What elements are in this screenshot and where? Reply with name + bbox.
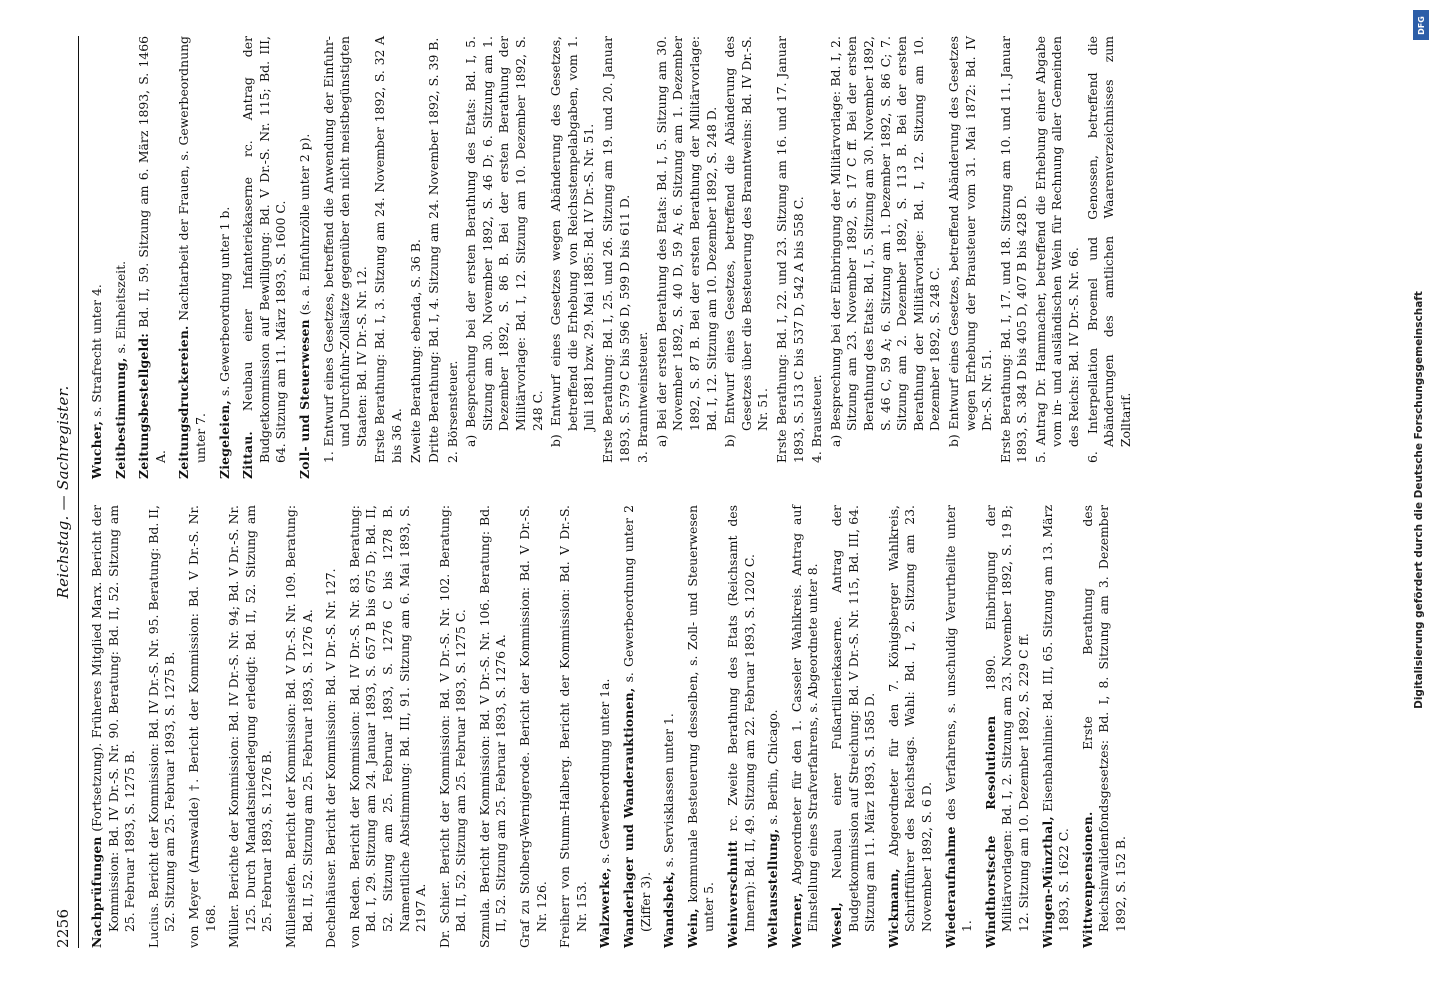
entry-text: Erste Berathung des Reichsinvalidenfondsgesetzes: Bd. I, 8. Sitzung am 3. Dezember 1892, S. 152 B. (1079, 505, 1128, 932)
entry-text: Neubau einer Fußartilleriekaserne. Antrag der Budgetkommission auf Streichung: Bd. V Dr.-S. Nr. 115, Bd. III, 64. Sitzung am 11. März 1893, S. 1585 D. (828, 505, 878, 932)
entry-heading: Wingen-Münzthal, (1039, 816, 1055, 948)
entry-text: s. Strafrecht unter 4. (89, 284, 104, 421)
entry-text: 3. Branntweinsteuer. (635, 331, 651, 463)
index-subentry (372, 36, 405, 479)
index-entry (323, 505, 340, 948)
entry-text: Müllensiefen. Bericht der Kommission: Bd. V Dr.-S. Nr. 109. Beratung: Bd. II, 52. Sitzung am 25. Februar 1893, S. 1276 A. (282, 505, 315, 948)
index-entry (685, 505, 718, 948)
entry-text: kommunale Besteuerung desselben, s. Zoll- und Steuerwesen unter 5. (684, 505, 717, 932)
index-subentry (1085, 36, 1135, 463)
index-entry (240, 36, 290, 479)
entry-text: Dr. Schier. Bericht der Kommission: Bd. V Dr.-S. Nr. 102. Beratung: Bd. II, 52. Sitzung am 25. Februar 1893, S. 1275 C. (436, 505, 469, 948)
entry-heading: Nachprüfungen (89, 836, 104, 948)
index-entry (661, 505, 678, 948)
entry-heading: Wittwenpensionen. (1079, 811, 1095, 948)
entry-text: Abgeordneter für den 1. Casseler Wahlkreis. Antrag auf Einstellung eines Strafverfahrens, s. Abgeordnete unter 8. (788, 505, 821, 932)
index-entry (597, 505, 614, 948)
index-entry (437, 505, 470, 948)
entry-text: Erste Berathung: Bd. I, 22. und 23. Sitzung am 16. und 17. Januar 1893, S. 513 C bis 537 D, 542 A bis 558 C. (773, 36, 806, 463)
index-entry (297, 36, 314, 479)
entry-text: 1890. Einbringung der Militärvorlagen: Bd. I, 2. Sitzung am 23. November 1892, S. 19 B; 12. Sitzung am 10. Dezember 1892, S. 229 C ff. (982, 505, 1031, 932)
index-entry (725, 505, 758, 948)
entry-text: Müller. Berichte der Kommission: Bd. IV Dr.-S. Nr. 94; Bd. V Dr.-S. Nr. 125. Durch Mandatsniederlegung erledigt: Bd. II, 52. Sitzung am 25. Februar 1893, S. 1276 B. (226, 505, 275, 948)
entry-text: b) Entwurf eines Gesetzes wegen Abänderung des Gesetzes, betreffend die Erhebung von Reichsstempelabgaben, vom 1. Juli 1881 bzw. 29. Mai 1885: Bd. IV Dr.-S. Nr. 51. (548, 36, 597, 447)
entry-text: Neubau einer Infanteriekaserne rc. Antrag der Budgetkommission auf Bewilligung: Bd. V Dr.-S. Nr. 115; Bd. III, 64. Sitzung am 11. März 1893, S. 1600 C. (240, 36, 289, 463)
index-entry (983, 505, 1033, 948)
index-subentry (722, 36, 772, 447)
index-subentry (635, 36, 652, 463)
entry-text: a) Besprechung bei der ersten Berathung des Etats: Bd. I, 5. Sitzung am 30. November 1892, S. 46 D; 6. Sitzung am 1. Dezember 1892, S. 86 B. Bei der ersten Berathung der Militärvorlage: Bd. I, 12. Sitzung am 10. Dezember 1892, S. 248 C. (463, 36, 545, 447)
left-column (89, 505, 1136, 948)
entry-text: Dritte Berathung: Bd. I, 4. Sitzung am 24. November 1892, S. 39 B. (426, 37, 442, 463)
index-entry (113, 36, 130, 479)
entry-text: des Verfahrens, s. unschuldig Verurtheilte unter 1. (942, 505, 975, 932)
entry-text: s. Servisklassen unter 1. (661, 713, 677, 872)
entry-heading: Werner, (788, 892, 804, 948)
entry-text: 4. Brausteuer. (809, 374, 825, 463)
index-entry (477, 505, 510, 948)
index-subentry (998, 36, 1031, 479)
index-subentry (1033, 36, 1083, 463)
entry-text: b) Entwurf eines Gesetzes, betreffend die Abänderung des Gesetzes über die Besteuerung des Branntweins: Bd. IV Dr.-S. Nr. 51. (722, 36, 771, 447)
entry-heading: Zittau. (240, 431, 256, 479)
entry-text: Zweite Berathung: ebenda, S. 36 B. (407, 239, 423, 463)
index-entry (765, 505, 782, 948)
entry-text: Erste Berathung: Bd. I, 17. und 18. Sitzung am 10. und 11. Januar 1893, S. 384 D bis 405 D, 407 B bis 428 D. (997, 36, 1030, 463)
index-entry (557, 505, 590, 948)
index-entry (89, 505, 139, 948)
entry-text: (s. a. Einfuhrzölle unter 2 p). (296, 133, 312, 320)
entry-heading: Zeitbestimmung, (112, 357, 128, 479)
index-subentry (408, 36, 425, 479)
entry-text: s. Gewerbeordnung unter 1 b. (216, 206, 232, 401)
page-number: 2256 (54, 908, 72, 948)
entry-heading: Windthorstsche Resolutionen (982, 715, 998, 948)
index-subentry (321, 36, 371, 463)
entry-heading: Wandsbek, (661, 871, 677, 948)
index-subentry (774, 36, 807, 479)
running-head (48, 36, 79, 948)
entry-text: Nachtarbeit der Frauen, s. Gewerbeordnung unter 7. (176, 36, 208, 463)
entry-text: Graf zu Stolberg-Wernigerode. Bericht der Kommission: Bd. V Dr.-S. Nr. 126. (517, 505, 549, 948)
entry-heading: Wickmann, (885, 868, 901, 948)
entry-heading: Weltausstellung, (765, 828, 781, 948)
index-entry (621, 505, 654, 948)
index-subentry (828, 36, 944, 447)
index-entry (347, 505, 430, 948)
index-entry (1040, 505, 1073, 948)
entry-heading: Wesel, (828, 902, 844, 948)
entry-text: s. Gewerbeordnung unter 1a. (597, 678, 613, 868)
index-subentry (654, 36, 720, 447)
index-subentry (426, 36, 443, 479)
entry-text: von Reden. Bericht der Kommission: Bd. IV Dr.-S. Nr. 83. Beratung: Bd. I, 29. Sitzung am 24. Januar 1893, S. 657 B bis 675 D; Bd. II, 52. Sitzung am 25. Februar 1893, S. 1276 C bis 1278 B. Namentliche Abstimmung: Bd. III, 91. Sitzung am 6. Mai 1893, S. 2197 A. (346, 505, 429, 948)
index-entry (89, 36, 106, 479)
index-entry (943, 505, 976, 948)
running-title: Reichstag. — Sachregister. (54, 385, 72, 599)
entry-text: Lucius. Bericht der Kommission: Bd. IV Dr.-S. Nr. 95. Beratung: Bd. II, 52. Sitzung am 25. Februar 1893, S. 1275 B. (145, 505, 178, 948)
entry-text: 5. Antrag Dr. Hammacher, betreffend die Erhebung einer Abgabe vom in- und ausländischen Wein für Rechnung aller Gemeinden des Reichs: Bd. IV Dr.-S. Nr. 66. (1032, 36, 1082, 463)
entry-heading: Zoll- und Steuerwesen (296, 319, 312, 479)
entry-text: s. Gewerbeordnung unter 2 (Ziffer 3). (621, 505, 653, 932)
index-entry (283, 505, 316, 948)
entry-heading: Walzwerke, (597, 867, 613, 948)
entry-text: a) Bei der ersten Berathung des Etats: Bd. I, 5. Sitzung am 30. November 1892, S. 40 D, 59 A; 6. Sitzung am 1. Dezember 1892, S. 87 B. Bei der ersten Berathung der Militärvorlage: Bd. I, 12. Sitzung am 10. Dezember 1892, S. 248 D. (653, 36, 719, 447)
entry-text: Freiherr von Stumm-Halberg. Bericht der Kommission: Bd. V Dr.-S. Nr. 153. (557, 505, 589, 948)
dfg-logo: DFG (1413, 10, 1429, 40)
entry-heading: Wiederaufnahme (942, 826, 958, 948)
index-subentry (809, 36, 826, 463)
digitization-credit (1410, 0, 1428, 1000)
entry-heading: Wucher, (89, 420, 104, 479)
entry-text: a) Besprechung bei der Einbringung der Militärvorlage: Bd. I, 2. Sitzung am 23. November 1892, S. 17 C ff. Bei der ersten Berathung des Etats: Bd. I, 5. Sitzung am 30. November 1892, S. 46 C, 59 A; 6. Sitzung am 1. Dezember 1892, S. 86 C; 7. Sitzung am 2. Dezember 1892, S. 113 B. Bei der ersten Berathung der Militärvorlage: Bd. I, 12. Sitzung am 10. Dezember 1892, S. 248 C. (827, 36, 943, 447)
index-subentry (548, 36, 598, 447)
index-entry (517, 505, 550, 948)
entry-text: Eisenbahnlinie: Bd. III, 65. Sitzung am 13. März 1893, S. 1622 C. (1039, 505, 1072, 932)
entry-heading: Ziegeleien, (216, 400, 232, 479)
index-entry (829, 505, 879, 948)
index-entry (1080, 505, 1130, 948)
index-subentry (600, 36, 633, 479)
index-subentry (445, 36, 462, 463)
entry-heading: Weinverschnitt (725, 840, 740, 948)
entry-heading: Wein, (684, 908, 700, 948)
index-subentry (946, 36, 996, 447)
index-entry (217, 36, 234, 479)
right-column (89, 36, 1136, 479)
entry-text: rc. Zweite Berathung des Etats (Reichsamt des Innern): Bd. II, 49. Sitzung am 22. Februar 1893, S. 1202 C. (725, 505, 757, 932)
entry-text: 1. Entwurf eines Gesetzes, betreffend die Anwendung der Einfuhr- und Durchfuhr-Zollsätze gegenüber den nicht meistbegünstigten Staaten: Bd. IV Dr.-S. Nr. 12. (320, 36, 369, 463)
index-entry (226, 505, 276, 948)
credit-text: Digitalisierung gefördert durch die Deutsche Forschungsgemeinschaft (1413, 291, 1425, 709)
entry-text: s. Berlin, Chicago. (765, 709, 781, 829)
index-subentry (463, 36, 546, 447)
entry-text: (Fortsetzung). Früheres Mitglied Marx. Bericht der Kommission: Bd. IV Dr.-S. Nr. 90. Beratung: Bd. II, 52. Sitzung am 25. Februar 1893, S. 1275 B. (89, 505, 138, 932)
entry-text: Dechelhäuser. Bericht der Kommission: Bd. V Dr.-S. Nr. 127. (323, 568, 339, 948)
index-columns (79, 36, 1136, 948)
entry-text: von Meyer (Arnswalde) †. Bericht der Kommission: Bd. V Dr.-S. Nr. 168. (185, 505, 218, 948)
entry-text: Erste Berathung: Bd. I, 3. Sitzung am 24. November 1892, S. 32 A bis 36 A. (372, 36, 404, 463)
index-entry (186, 505, 219, 948)
entry-text: Bd. II, 59. Sitzung am 6. März 1893, S. 1466 A. (136, 36, 168, 463)
index-entry (136, 36, 169, 479)
entry-text: Abgeordneter für den 7. Königsberger Wahlkreis, Schriftführer des Reichstags. Wahl: Bd. I, 2. Sitzung am 23. November 1892, S. 6 D. (885, 505, 934, 932)
entry-text: Erste Berathung: Bd. I, 25. und 26. Sitzung am 19. und 20. Januar 1893, S. 579 C bis 596 D, 599 D bis 611 D. (600, 36, 632, 463)
index-entry (176, 36, 209, 479)
entry-text: b) Entwurf eines Gesetzes, betreffend Abänderung des Gesetzes wegen Erhebung der Brausteuer vom 31. Mai 1872: Bd. IV Dr.-S. Nr. 51. (945, 36, 995, 447)
entry-heading: Zeitungsbestellgeld: (136, 332, 152, 479)
entry-text: s. Einheitszeit. (112, 260, 128, 358)
entry-text: 6. Interpellation Broemel und Genossen, betreffend die Abänderungen des amtlichen Waarenverzeichnisses zum Zolltarif. (1084, 36, 1133, 463)
entry-text: Szmula. Bericht der Kommission: Bd. V Dr.-S. Nr. 106. Beratung: Bd. II, 52. Sitzung am 25. Februar 1893, S. 1276 A. (476, 505, 509, 948)
entry-heading: Wanderlager und Wanderauktionen, (621, 687, 637, 948)
index-entry (789, 505, 822, 948)
entry-heading: Zeitungsdruckereien. (176, 325, 192, 479)
index-entry (886, 505, 936, 948)
entry-text: 2. Börsensteuer. (444, 360, 460, 463)
index-entry (146, 505, 179, 948)
